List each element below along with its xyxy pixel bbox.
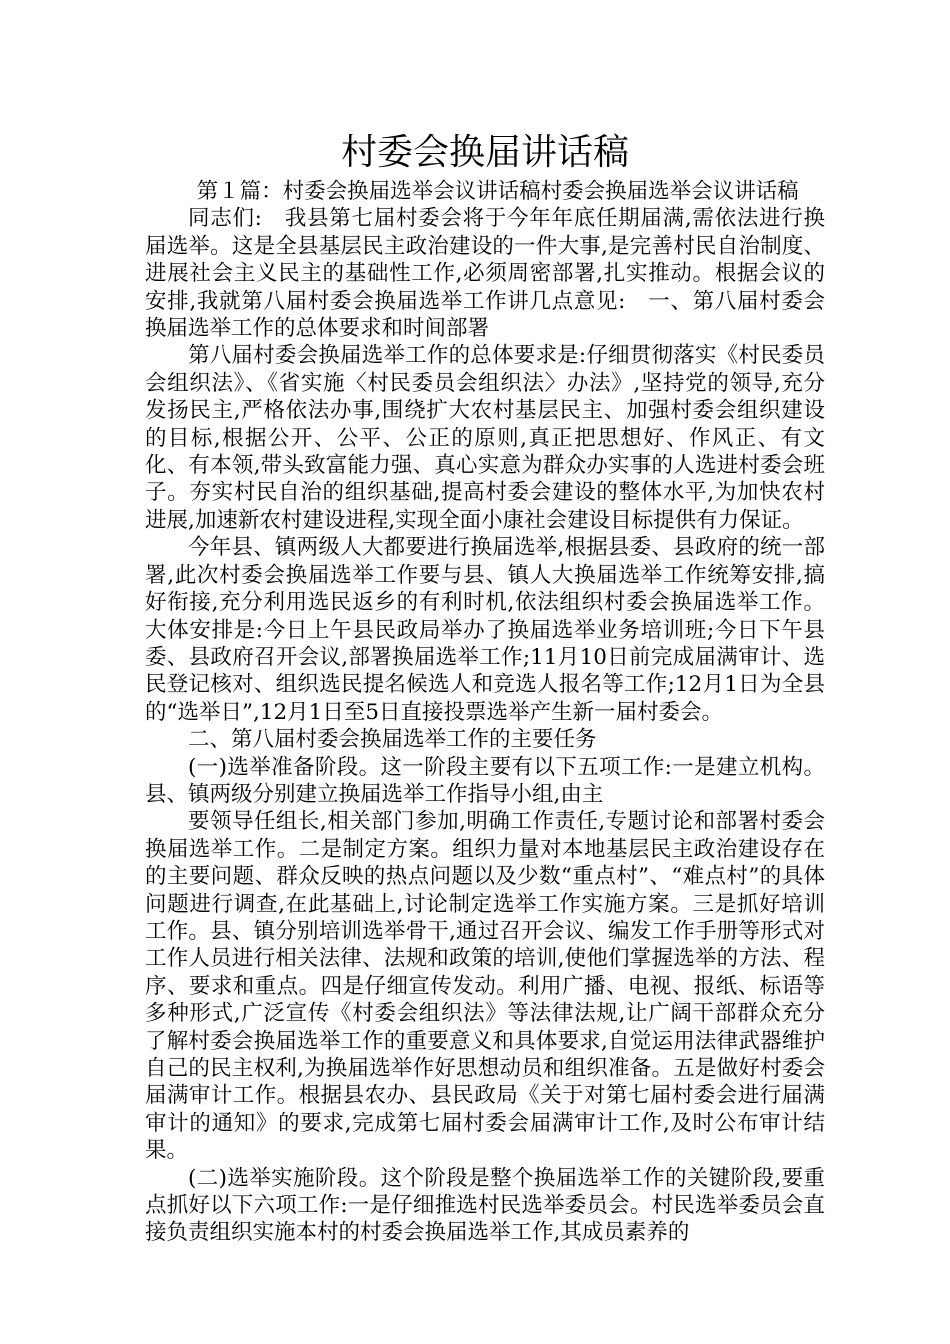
paragraph-chapter-heading: 第１篇：村委会换届选举会议讲话稿村委会换届选举会议讲话稿	[196, 179, 799, 204]
paragraph-preparation-stage: (一)选举准备阶段。这一阶段主要有以下五项工作:一是建立机构。县、镇两级分别建立换届选举工作指导小组,由主	[145, 754, 825, 807]
paragraph-opening: 同志们: 我县第七届村委会将于今年年底任期届满,需依法进行换届选举。这是全县基层民主政治建设的一件大事,是完善村民自治制度、进展社会主义民主的基础性工作,必须周密部署,扎实推动。根据会议的安排,我就第八届村委会换届选举工作讲几点意见: 一、第八届村委会换届选举工作的总体要求和时间部署	[145, 206, 825, 342]
paragraph-schedule: 今年县、镇两级人大都要进行换届选举,根据县委、县政府的统一部署,此次村委会换届选举工作要与县、镇人大换届选举工作统筹安排,搞好衔接,充分利用选民返乡的有利时机,依法组织村委会换届选举工作。大体安排是:今日上午县民政局举办了换届选举业务培训班;今日下午县委、县政府召开会议,部署换届选举工作;11月10日前完成届满审计、选民登记核对、组织选民提名候选人和竞选人报名等工作;12月1日为全县的“选举日”,12月1日至5日直接投票选举产生新一届村委会。	[145, 535, 825, 725]
document-title: 村委会换届讲话稿	[340, 132, 629, 173]
paragraph-implementation-stage: (二)选举实施阶段。这个阶段是整个换届选举工作的关键阶段,要重点抓好以下六项工作:一是仔细推选村民选举委员会。村民选举委员会直接负责组织实施本村的村委会换届选举工作,其成员素养的	[145, 1165, 825, 1246]
paragraph-general-requirements: 第八届村委会换届选举工作的总体要求是:仔细贯彻落实《村民委员会组织法》、《省实施〈村民委员会组织法〉办法》,坚持党的领导,充分发扬民主,严格依法办事,围绕扩大农村基层民主、加强村委会组织建设的目标,根据公开、公平、公正的原则,真正把思想好、作风正、有文化、有本领,带头致富能力强、真心实意为群众办实事的人选进村委会班子。夯实村民自治的组织基础,提高村委会建设的整体水平,为加快农村进展,加速新农村建设进程,实现全面小康社会建设目标提供有力保证。	[145, 343, 825, 533]
section-heading-main-tasks: 二、第八届村委会换届选举工作的主要任务	[188, 727, 597, 753]
document-page	[145, 128, 825, 1247]
paragraph-preparation-details: 要领导任组长,相关部门参加,明确工作责任,专题讨论和部署村委会换届选举工作。二是制定方案。组织力量对本地基层民主政治建设存在的主要问题、群众反映的热点问题以及少数“重点村”、“难点村”的具体问题进行调查,在此基础上,讨论制定选举工作实施方案。三是抓好培训工作。县、镇分别培训选举骨干,通过召开会议、编发工作手册等形式对工作人员进行相关法律、法规和政策的培训,使他们掌握选举的方法、程序、要求和重点。四是仔细宣传发动。利用广播、电视、报纸、标语等多种形式,广泛宣传《村委会组织法》等法律法规,让广阔干部群众充分了解村委会换届选举工作的重要意义和具体要求,自觉运用法律武器维护自己的民主权利,为换届选举作好思想动员和组织准备。五是做好村委会届满审计工作。根据县农办、县民政局《关于对第七届村委会进行届满审计的通知》的要求,完成第七届村委会届满审计工作,及时公布审计结果。	[145, 809, 825, 1164]
